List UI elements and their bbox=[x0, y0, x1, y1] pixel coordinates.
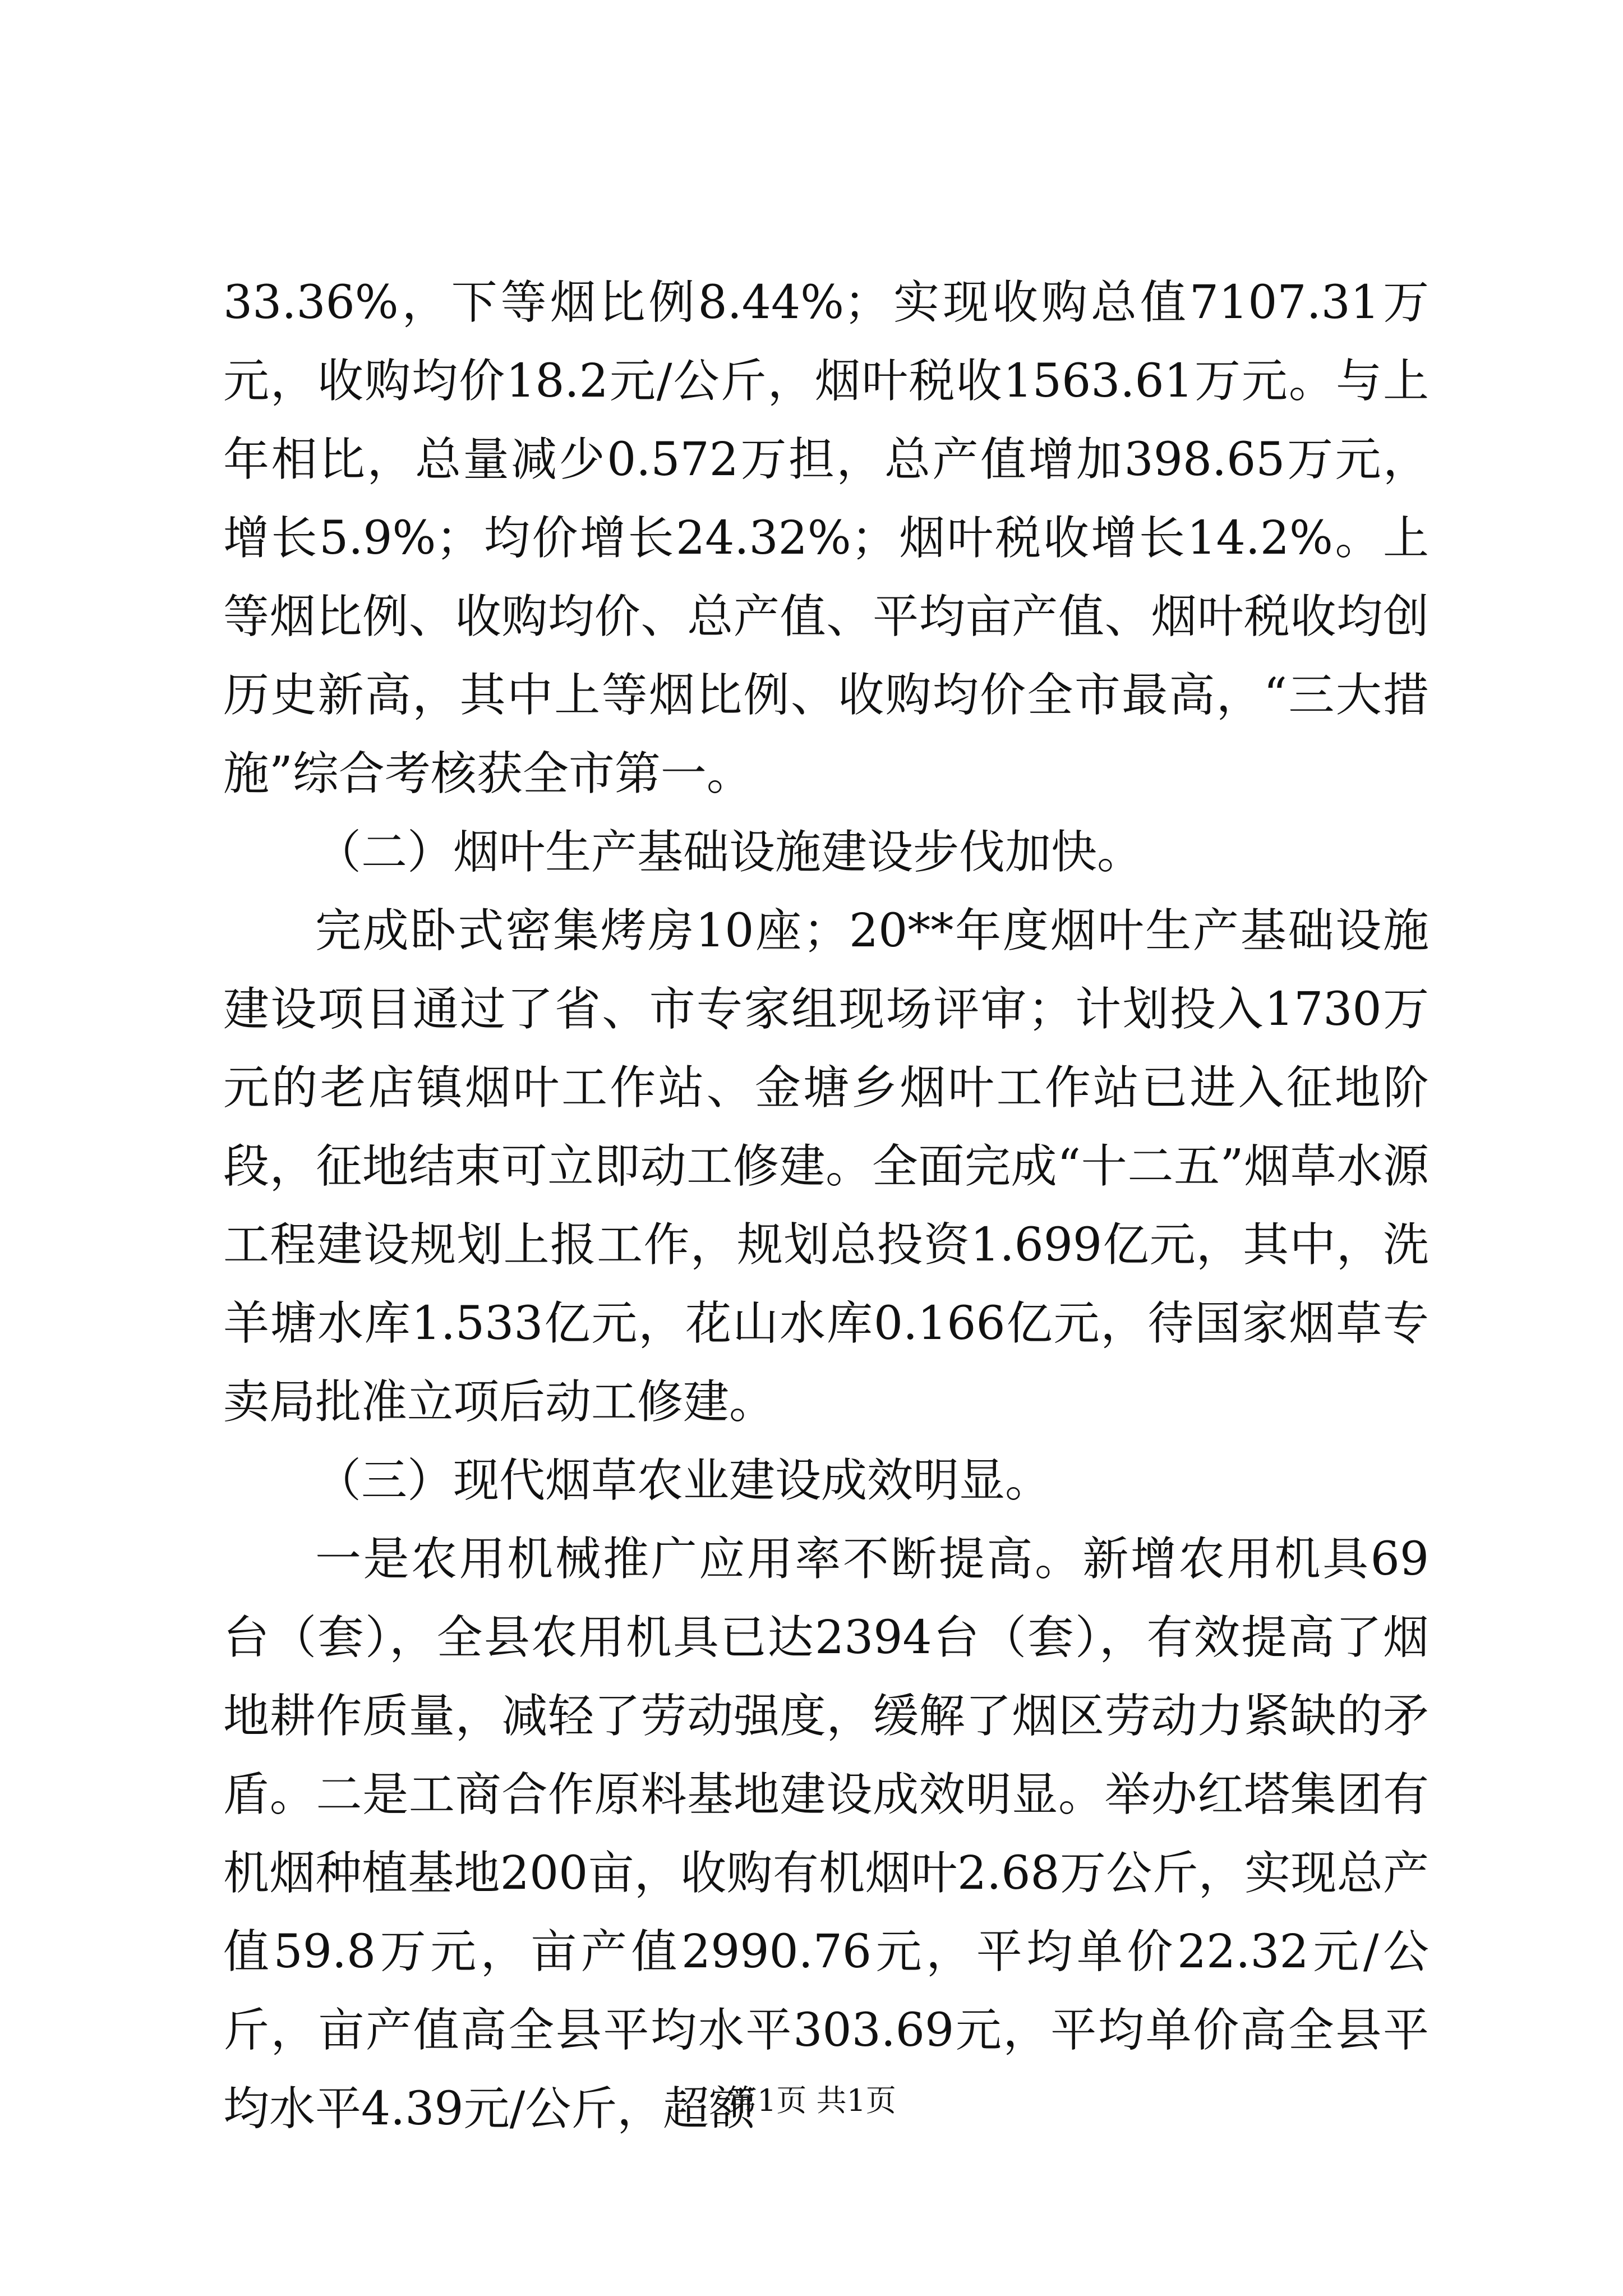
section-heading-infrastructure: （二）烟叶生产基础设施建设步伐加快。 bbox=[315, 826, 1144, 879]
section-heading-modern-agriculture: （三）现代烟草农业建设成效明显。 bbox=[315, 1454, 1052, 1507]
paragraph-modern-agriculture: 一是农用机械推广应用率不断提高。新增农用机具69台（套），全县农用机具已达2394台（套），有效提高了烟地耕作质量，减轻了劳动强度，缓解了烟区劳动力紧缺的矛盾。二是工商合作原料基地建设成效明显。举办红塔集团有机烟种植基地200亩，收购有机烟叶2.68万公斤，实现总产值59.8万元，亩产值2990.76元，平均单价22.32元/公斤，亩产值高全县平均水平303.69元，平均单价高全县平均水平4.39元/公斤，超额 bbox=[223, 1533, 1429, 2136]
page-footer: 第1页 共1页 bbox=[727, 2083, 896, 2118]
paragraph-summary-stats: 33.36%，下等烟比例8.44%；实现收购总值7107.31万元，收购均价18.2元/公斤，烟叶税收1563.61万元。与上年相比，总量减少0.572万担，总产值增加398.65万元，增长5.9%；均价增长24.32%；烟叶税收增长14.2%。上等烟比例、收购均价、总产值、平均亩产值、烟叶税收均创历史新高，其中上等烟比例、收购均价全市最高，“三大措施”综合考核获全市第一。 bbox=[223, 276, 1429, 800]
paragraph-infrastructure: 完成卧式密集烤房10座；20**年度烟叶生产基础设施建设项目通过了省、市专家组现场评审；计划投入1730万元的老店镇烟叶工作站、金塘乡烟叶工作站已进入征地阶段，征地结束可立即动工修建。全面完成“十二五”烟草水源工程建设规划上报工作，规划总投资1.699亿元，其中，洗羊塘水库1.533亿元，花山水库0.166亿元，待国家烟草专卖局批准立项后动工修建。 bbox=[223, 904, 1429, 1429]
document-body bbox=[223, 264, 1429, 2148]
